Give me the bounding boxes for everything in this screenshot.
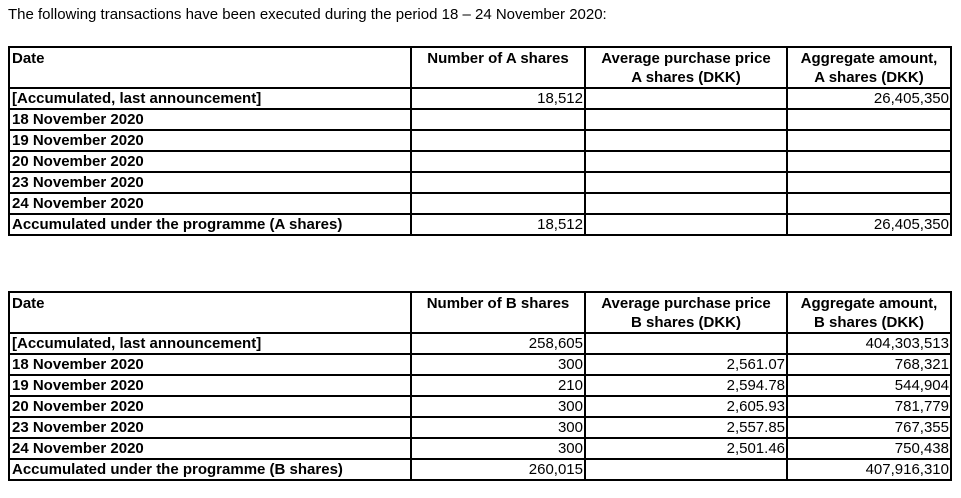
b-shares-table [8,291,952,481]
table-row [9,375,951,396]
table-row [9,459,951,480]
amount-cell: 767,355 [787,417,951,438]
column-header-number-of-b-shares [411,292,585,333]
table-row [9,88,951,109]
date-cell: Accumulated under the programme (B shares) [9,459,411,480]
amount-cell: 781,779 [787,396,951,417]
price-cell: 2,594.78 [585,375,787,396]
amount-cell [787,172,951,193]
amount-cell: 26,405,350 [787,88,951,109]
table-row [9,214,951,235]
shares-cell: 258,605 [411,333,585,354]
table-row [9,354,951,375]
date-cell: 24 November 2020 [9,438,411,459]
amount-cell: 407,916,310 [787,459,951,480]
table-row [9,396,951,417]
date-cell: [Accumulated, last announcement] [9,88,411,109]
table-row [9,193,951,214]
shares-cell: 260,015 [411,459,585,480]
price-cell [585,193,787,214]
header-row [9,292,951,333]
amount-cell: 544,904 [787,375,951,396]
table-row [9,151,951,172]
shares-cell: 300 [411,396,585,417]
header-line: Average purchase price [601,295,771,312]
date-cell: [Accumulated, last announcement] [9,333,411,354]
shares-cell: 300 [411,354,585,375]
price-cell [585,88,787,109]
date-cell: 20 November 2020 [9,151,411,172]
amount-cell: 26,405,350 [787,214,951,235]
price-cell: 2,561.07 [585,354,787,375]
date-cell: 23 November 2020 [9,172,411,193]
price-cell [585,459,787,480]
shares-cell [411,172,585,193]
a-shares-table [8,46,952,236]
header-line: Number of A shares [427,50,569,67]
column-header-date [9,47,411,88]
date-cell: 24 November 2020 [9,193,411,214]
intro-text: The following transactions have been executed during the period 18 – 24 November 2020: [8,6,607,23]
header-line: B shares (DKK) [813,314,925,331]
table-row [9,172,951,193]
shares-cell: 300 [411,417,585,438]
table-row [9,130,951,151]
header-line: Aggregate amount, [800,295,938,312]
table-row [9,417,951,438]
shares-cell [411,193,585,214]
column-header-aggregate-amount [787,47,951,88]
date-cell: 20 November 2020 [9,396,411,417]
price-cell [585,333,787,354]
header-line: Average purchase price [601,50,771,67]
price-cell [585,151,787,172]
header-line: Date [12,50,45,67]
header-line: Aggregate amount, [800,50,938,67]
header-line: A shares (DKK) [631,69,741,86]
price-cell [585,214,787,235]
header-row [9,47,951,88]
shares-cell [411,151,585,172]
column-header-number-of-a-shares [411,47,585,88]
date-cell: 19 November 2020 [9,130,411,151]
price-cell [585,130,787,151]
shares-cell [411,130,585,151]
column-header-aggregate-amount [787,292,951,333]
price-cell: 2,501.46 [585,438,787,459]
amount-cell: 768,321 [787,354,951,375]
date-cell: 18 November 2020 [9,109,411,130]
table-row [9,333,951,354]
date-cell: Accumulated under the programme (A shares) [9,214,411,235]
date-cell: 19 November 2020 [9,375,411,396]
date-cell: 23 November 2020 [9,417,411,438]
column-header-average-purchase-price [585,292,787,333]
header-line: Date [12,295,45,312]
price-cell [585,109,787,130]
price-cell: 2,605.93 [585,396,787,417]
price-cell [585,172,787,193]
amount-cell [787,151,951,172]
amount-cell: 404,303,513 [787,333,951,354]
table-row [9,438,951,459]
header-line: B shares (DKK) [630,314,742,331]
column-header-average-purchase-price [585,47,787,88]
shares-cell: 300 [411,438,585,459]
header-line: A shares (DKK) [814,69,924,86]
price-cell: 2,557.85 [585,417,787,438]
column-header-date [9,292,411,333]
shares-cell [411,109,585,130]
date-cell: 18 November 2020 [9,354,411,375]
amount-cell [787,130,951,151]
shares-cell: 210 [411,375,585,396]
amount-cell [787,193,951,214]
shares-cell: 18,512 [411,214,585,235]
amount-cell: 750,438 [787,438,951,459]
header-line: Number of B shares [426,295,570,312]
table-row [9,109,951,130]
amount-cell [787,109,951,130]
shares-cell: 18,512 [411,88,585,109]
